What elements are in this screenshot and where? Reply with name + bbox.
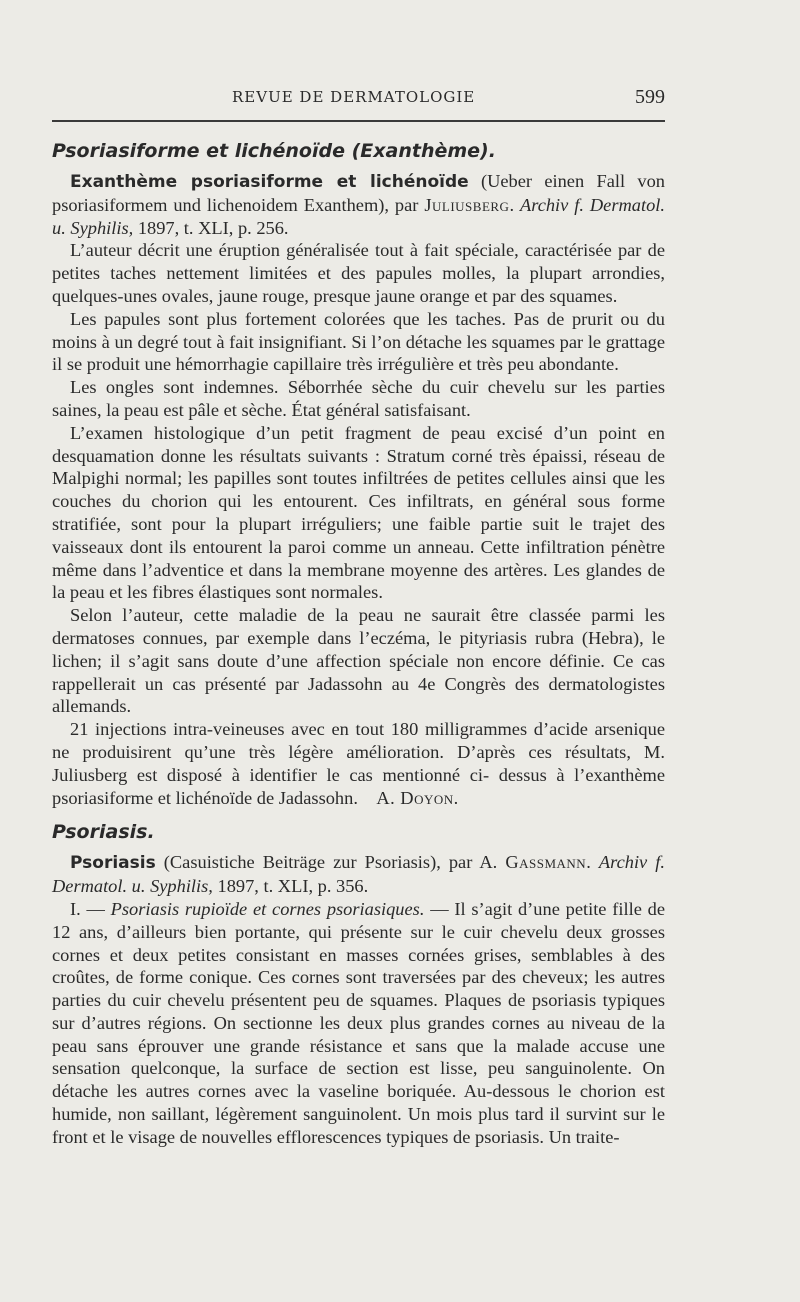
header-rule xyxy=(52,120,665,122)
entry-heading: Psoriasis xyxy=(70,853,156,874)
page-header xyxy=(52,84,665,114)
paragraph-text: 21 injections intra-veineuses avec en tout 180 milligrammes d’acide arsenique ne produisirent qu’une très légère amélioration. D’après ces résultats, M. Juliusberg est disposé à identifier le cas mentionné ci- dessus à l’exanthème psoriasiforme et lichénoïde de Jadassohn. xyxy=(52,719,665,808)
running-title: REVUE DE DERMATOLOGIE xyxy=(232,88,476,106)
case-title: Psoriasis rupioïde et cornes psoriasiques. xyxy=(110,898,425,919)
entry-journal: Archiv f. Dermatol. u. Syphilis, xyxy=(52,194,665,238)
paragraph xyxy=(52,718,665,809)
bibliographic-entry xyxy=(52,170,665,239)
case-paragraph xyxy=(52,898,665,1149)
bibliographic-entry xyxy=(52,851,665,898)
section-title: Psoriasis. xyxy=(52,821,155,844)
page-number: 599 xyxy=(635,86,665,108)
entry-ref-suffix: 1897, t. XLI, p. 356. xyxy=(212,876,369,897)
case-number: I. — xyxy=(70,898,111,919)
entry-ref-sep: . xyxy=(586,852,599,873)
article-body xyxy=(52,138,665,1149)
paragraph: Les ongles sont indemnes. Séborrhée sèche du cuir chevelu sur les parties saines, la peau est pâle et sèche. État général satisfaisant. xyxy=(52,377,665,420)
entry-author: Gassmann xyxy=(505,852,587,873)
entry-ref-sep: . xyxy=(509,194,520,215)
paragraph: Les papules sont plus fortement colorées que les taches. Pas de prurit ou du moins à un degré tout à fait insignifiant. Si l’on détache les squames par le grattage il se produit une hémorrhagie capillaire très irrégulière et très peu abondante. xyxy=(52,308,665,375)
entry-journal: Archiv f. Dermatol. u. Syphilis, xyxy=(52,852,665,897)
paragraph: L’examen histologique d’un petit fragment de peau excisé d’un point en desquamation donne les résultats suivants : Stratum corné très épaissi, réseau de Malpighi normal; les papilles sont toutes infiltrées de petites cellules ainsi que les couches du chorion qui les entourent. Ces infiltrats, en général sous forme stratifiée, sont pour la plupart irréguliers; une faible partie suit le trajet des vaisseaux dont ils entourent la paroi comme un anneau. Cette infiltration pénètre même dans l’adventice et dans la membrane moyenne des artères. Les glandes de la peau et les fibres élastiques sont normales. xyxy=(52,422,665,603)
section-title: Psoriasiforme et lichénoïde (Exanthème). xyxy=(52,140,496,162)
entry-ref-suffix: 1897, t. XLI, p. 256. xyxy=(133,217,289,238)
entry-ref-prefix: (Casuistiche Beiträge zur Psoriasis), par A. xyxy=(155,852,506,873)
paragraph: L’auteur décrit une éruption généralisée tout à fait spéciale, caractérisée par de petites taches nettement limitées et des papules molles, la plupart arrondies, quelques-unes ovales, jaune rouge, presque jaune orange et par des squames. xyxy=(52,240,665,306)
signature: A. Doyon. xyxy=(376,787,459,808)
entry-ref-prefix: (Ueber einen Fall von psoriasiformem und lichenoidem Exanthem), par xyxy=(52,171,665,215)
entry-author: Juliusberg xyxy=(424,194,510,215)
case-text: — Il s’agit d’une petite fille de 12 ans, d’ailleurs bien portante, qui présente sur le cuir chevelu deux grosses cornes et deux petites consistant en masses cornées grises, semblables à des croûtes, de forme conique. Ces cornes sont traversées par des cheveux; les autres parties du cuir chevelu présentent peu de squames. Plaques de psoriasis typiques sur d’autres régions. On sectionne les deux plus grandes cornes au niveau de la peau sans éprouver une grande résistance et sans que la malade accuse une sensation quelconque, la surface de section est lisse, peu sanguinolente. On détache les autres cornes avec la vaseline boriquée. Au-dessous le chorion est humide, non saillant, légèrement sanguinolent. Un mois plus tard il survint sur le front et le visage de nouvelles efflorescences typiques de psoriasis. Un traite- xyxy=(52,898,665,1147)
paragraph: Selon l’auteur, cette maladie de la peau ne saurait être classée parmi les dermatoses connues, par exemple dans l’eczéma, le pityriasis rubra (Hebra), le lichen; il s’agit sans doute d’une affection spéciale non encore définie. Ce cas rappellerait un cas présenté par Jadassohn au 4e Congrès des dermatologistes allemands. xyxy=(52,605,665,717)
entry-heading: Exanthème psoriasiforme et lichénoïde xyxy=(70,172,469,192)
